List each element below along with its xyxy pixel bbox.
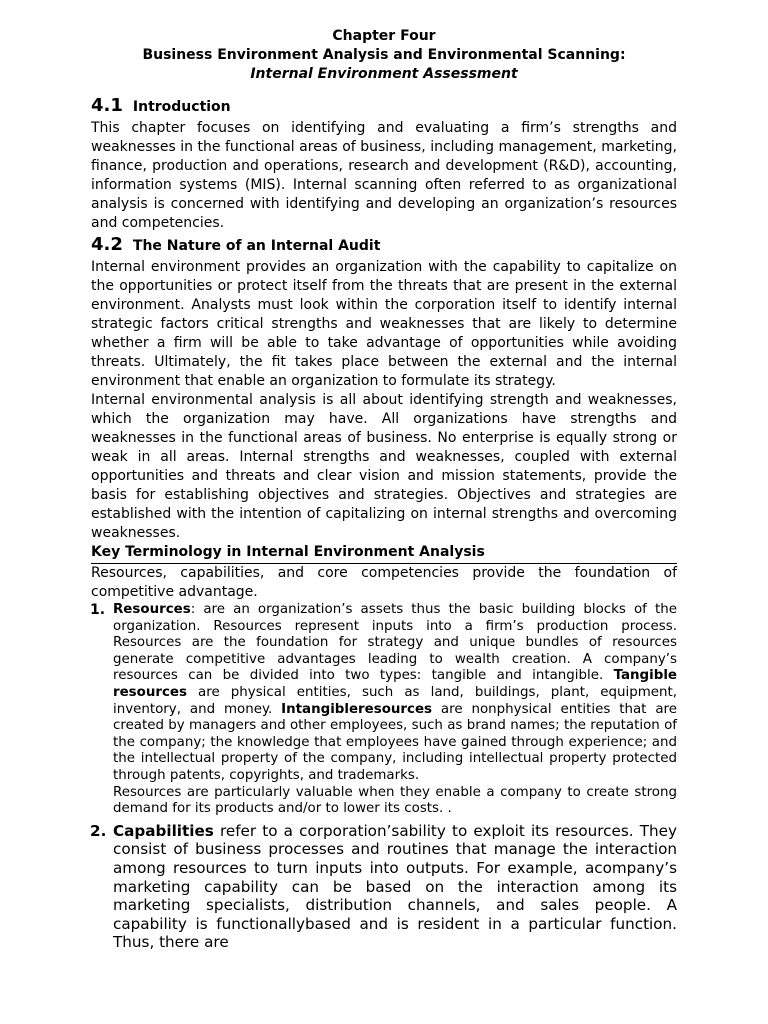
- internal-audit-paragraph-1: Internal environment provides an organization with the capability to capitalize on the opportunities or protect itself from the threats that are present in the external environment. Analysts must look within the corporation itself to identify internal strategic factors critical strengths and weaknesses that are likely to determine whether a firm will be able to take advantage of opportunities while avoiding threats. Ultimately, the fit takes place between the external and the internal environment that enable an organization to formulate its strategy.: [91, 259, 677, 389]
- key-terminology-heading: Key Terminology in Internal Environment Analysis: [91, 543, 677, 564]
- term-intangible-resources: Intangibleresources: [281, 701, 433, 717]
- resources-paragraph: [113, 602, 677, 785]
- resources-text-b: are physical entities, such as land, buildings, plant, equipment, inventory, and money.: [113, 684, 677, 717]
- capabilities-text: refer to a corporation’sability to exploit its resources. They consist of business processes and routines that manage the interaction among resources to turn inputs into outputs. For example, acompany’s marketing capability can be based on the interaction among its marketing specialists, distribution channels, and sales people. A capability is functionallybased and is resident in a particular function. Thus, there are: [113, 821, 677, 952]
- term-resources: Resources: [113, 602, 191, 617]
- resources-value-paragraph: Resources are particularly valuable when they enable a company to create strong demand for its products and/or to lower its costs. .: [113, 784, 677, 817]
- document-content: [91, 27, 677, 952]
- term-tangible-resources: Tangible resources: [113, 668, 677, 700]
- resources-text-c: are nonphysical entities that are created by managers and other employees, such as brand names; the reputation of the company; the knowledge that employees have gained through experience; and the intellectual property of the company, including intellectual property protected through patents, copyrights, and trademarks.: [113, 701, 677, 783]
- internal-audit-paragraph-2: Internal environmental analysis is all about identifying strength and weaknesses, which the organization may have. All organizations have strengths and weaknesses in the functional areas of business. No enterprise is equally strong or weak in all areas. Internal strengths and weaknesses, coupled with external opportunities and threats and clear vision and mission statements, provide the basis for establishing objectives and strategies. Objectives and strategies are established with the intention of capitalizing on internal strengths and overcoming weaknesses.: [91, 392, 677, 541]
- section-heading-introduction: [91, 94, 677, 119]
- chapter-subtitle: Internal Environment Assessment: [250, 66, 518, 82]
- section-heading-internal-audit: [91, 233, 677, 258]
- section-number: 4.2: [91, 234, 123, 255]
- resources-text-a: : are an organization’s assets thus the basic building blocks of the organization. Resources represent inputs into a firm’s production process. Resources are the foundation for strategy and unique bundles of resources generate competitive advantages leading to wealth creation. A company’s resources can be divided into two types: tangible and intangible.: [113, 602, 677, 684]
- section-number: 4.1: [91, 95, 123, 116]
- list-item-capabilities: [91, 822, 677, 952]
- section-title: The Nature of an Internal Audit: [132, 238, 381, 254]
- list-marker: 2.: [90, 821, 107, 840]
- term-capabilities: Capabilities: [113, 821, 214, 840]
- key-terminology-intro: Resources, capabilities, and core competencies provide the foundation of competitive advantage.: [91, 565, 677, 600]
- list-marker: 1.: [90, 602, 106, 618]
- chapter-number: Chapter Four: [332, 28, 436, 44]
- introduction-paragraph: This chapter focuses on identifying and evaluating a firm’s strengths and weaknesses in the functional areas of business, including management, marketing, finance, production and operations, research and development (R&D), accounting, information systems (MIS). Internal scanning often referred to as organizational analysis is concerned with identifying and developing an organization’s resources and competencies.: [91, 120, 677, 231]
- terminology-list: [91, 602, 677, 952]
- list-item-resources: [91, 602, 677, 818]
- section-title: Introduction: [132, 99, 231, 115]
- chapter-title: Business Environment Analysis and Environmental Scanning:: [142, 47, 626, 63]
- chapter-header: [91, 27, 677, 84]
